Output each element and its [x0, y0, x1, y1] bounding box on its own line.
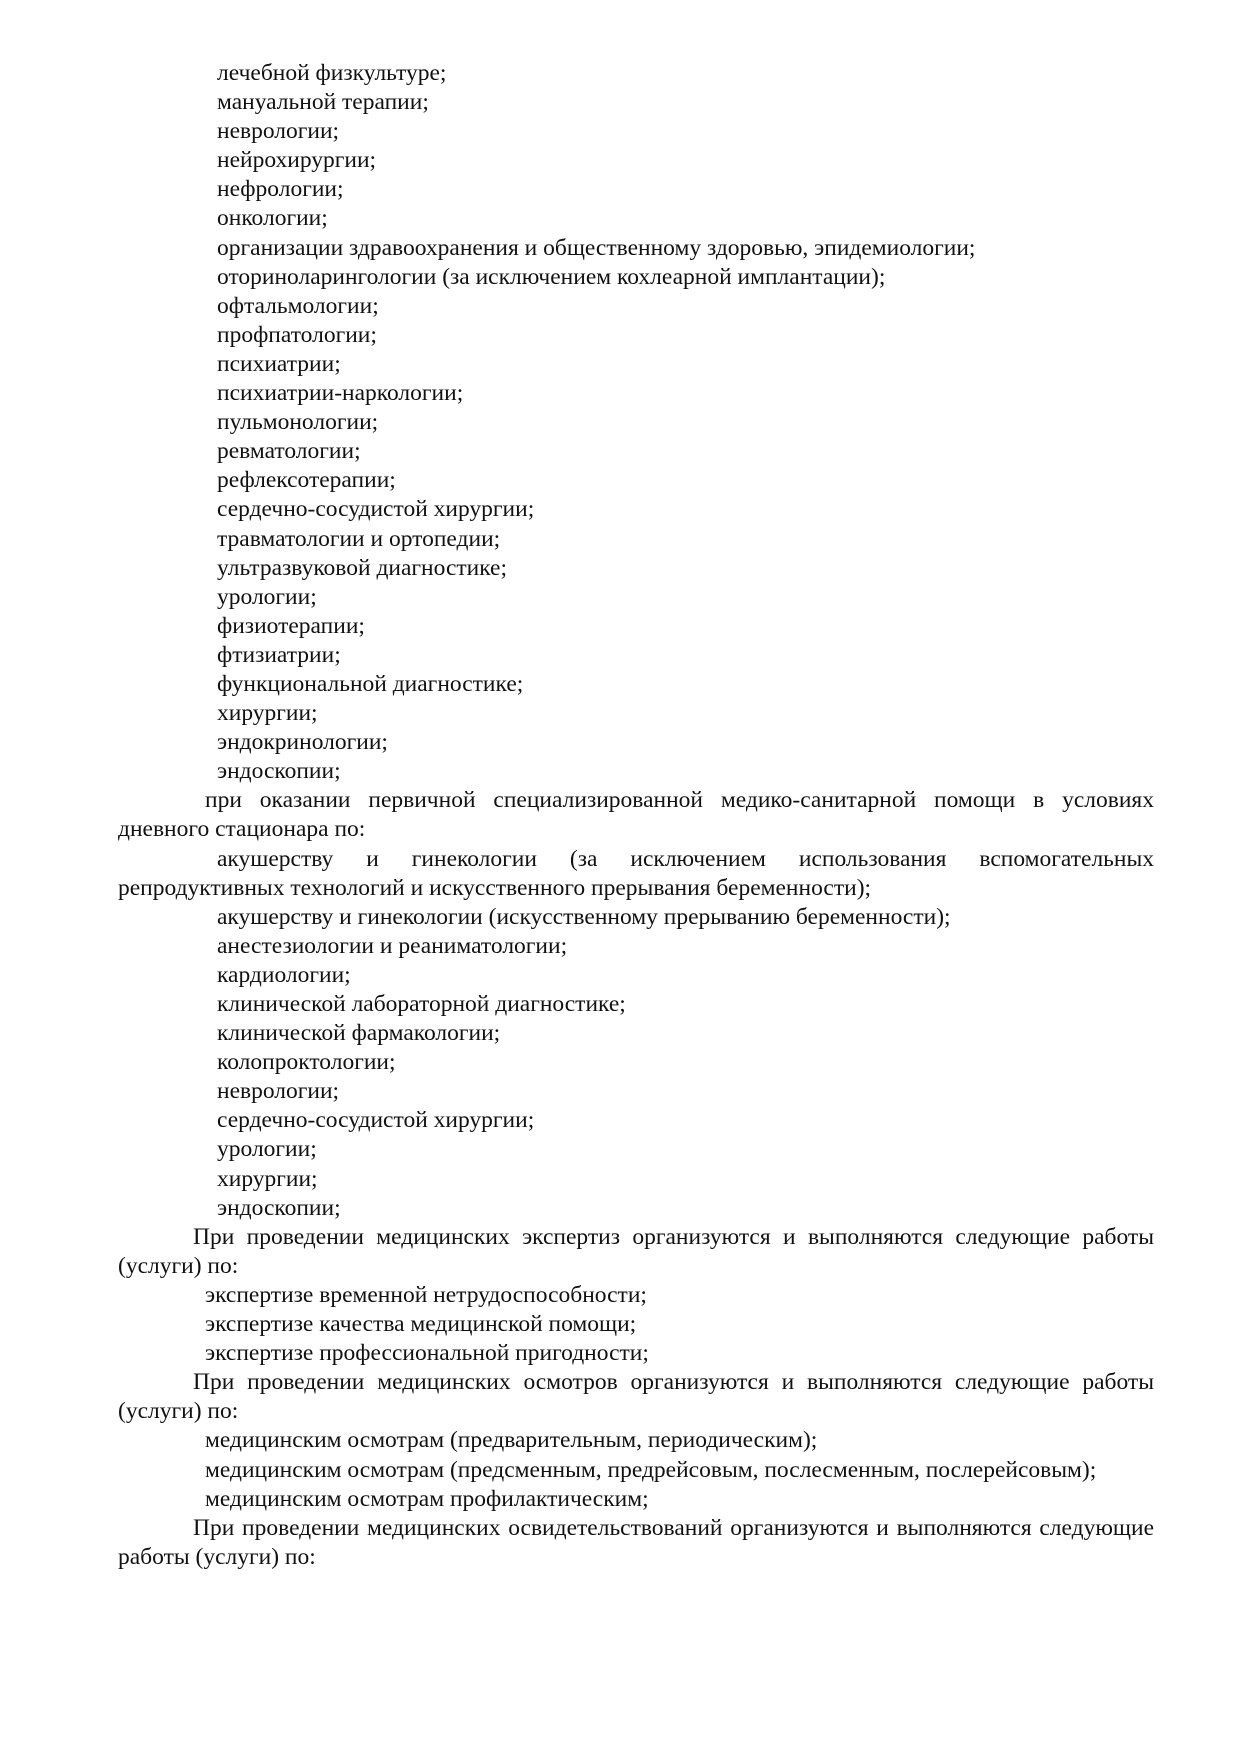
list-item: урологии; — [217, 583, 317, 610]
list-item: физиотерапии; — [217, 612, 365, 639]
specialty-list-a — [118, 59, 1154, 786]
list-item: экспертизе профессиональной пригодности; — [205, 1340, 649, 1367]
list-item: колопроктологии; — [217, 1049, 396, 1076]
certification-heading: При проведении медицинских освидетельствований организуются и выполняются следующие работы (услуги) по: — [118, 1514, 1154, 1570]
list-item: сердечно-сосудистой хирургии; — [217, 496, 535, 523]
list-item: хирургии; — [217, 700, 318, 727]
list-item: офтальмологии; — [217, 292, 379, 319]
list-item: фтизиатрии; — [217, 641, 341, 668]
day-hospital-heading: при оказании первичной специализированной медико-санитарной помощи в условиях дневного стационара по: — [118, 787, 1154, 843]
list-item: лечебной физкультуре; — [217, 60, 447, 86]
list-item: клинической лабораторной диагностике; — [217, 991, 626, 1017]
list-item: хирургии; — [217, 1165, 318, 1192]
list-item: анестезиологии и реаниматологии; — [217, 932, 568, 959]
list-item: сердечно-сосудистой хирургии; — [217, 1107, 535, 1134]
list-item: урологии; — [217, 1136, 317, 1163]
list-item: кардиологии; — [217, 961, 351, 988]
list-item: нефрологии; — [217, 176, 344, 203]
list-item: эндокринологии; — [217, 729, 388, 756]
examinations-heading: При проведении медицинских осмотров организуются и выполняются следующие работы (услуги) по: — [118, 1369, 1154, 1425]
obstetrics-long-item: акушерству и гинекологии (за исключением использования вспомогательных репродуктивных технологий и искусственного прерывания беременности); — [118, 845, 1154, 901]
list-item: ревматологии; — [217, 438, 361, 465]
document-body — [118, 59, 1154, 1572]
list-item: травматологии и ортопедии; — [217, 525, 501, 552]
list-item: медицинским осмотрам профилактическим; — [205, 1485, 649, 1512]
list-item: психиатрии-наркологии; — [217, 380, 464, 407]
list-item: экспертизе качества медицинской помощи; — [205, 1311, 637, 1338]
list-item: рефлексотерапии; — [217, 467, 396, 494]
list-item: мануальной терапии; — [217, 89, 429, 116]
list-item: психиатрии; — [217, 350, 341, 377]
list-item: неврологии; — [217, 1078, 340, 1105]
list-item: эндоскопии; — [217, 758, 341, 785]
list-item: профпатологии; — [217, 321, 377, 348]
list-item: клинической фармакологии; — [217, 1020, 501, 1047]
list-item: неврологии; — [217, 118, 340, 145]
list-item: ультразвуковой диагностике; — [217, 554, 508, 581]
list-item: медицинским осмотрам (предварительным, периодическим); — [205, 1427, 818, 1454]
list-item: эндоскопии; — [217, 1194, 341, 1221]
list-item: акушерству и гинекологии (искусственному прерыванию беременности); — [217, 903, 951, 930]
list-item: медицинским осмотрам (предсменным, предрейсовым, послесменным, послерейсовым); — [205, 1456, 1097, 1483]
list-item: нейрохирургии; — [217, 147, 377, 174]
list-item: организации здравоохранения и общественному здоровью, эпидемиологии; — [217, 234, 976, 261]
expertise-list — [118, 1281, 1154, 1368]
list-item: онкологии; — [217, 205, 328, 232]
specialty-list-b — [118, 903, 1154, 1223]
list-item: пульмонологии; — [217, 409, 379, 436]
list-item: функциональной диагностике; — [217, 670, 524, 697]
examinations-list — [118, 1426, 1154, 1513]
list-item: экспертизе временной нетрудоспособности; — [205, 1281, 647, 1308]
list-item: оториноларингологии (за исключением кохлеарной имплантации); — [217, 263, 886, 290]
expertise-heading: При проведении медицинских экспертиз организуются и выполняются следующие работы (услуги) по: — [118, 1223, 1154, 1279]
